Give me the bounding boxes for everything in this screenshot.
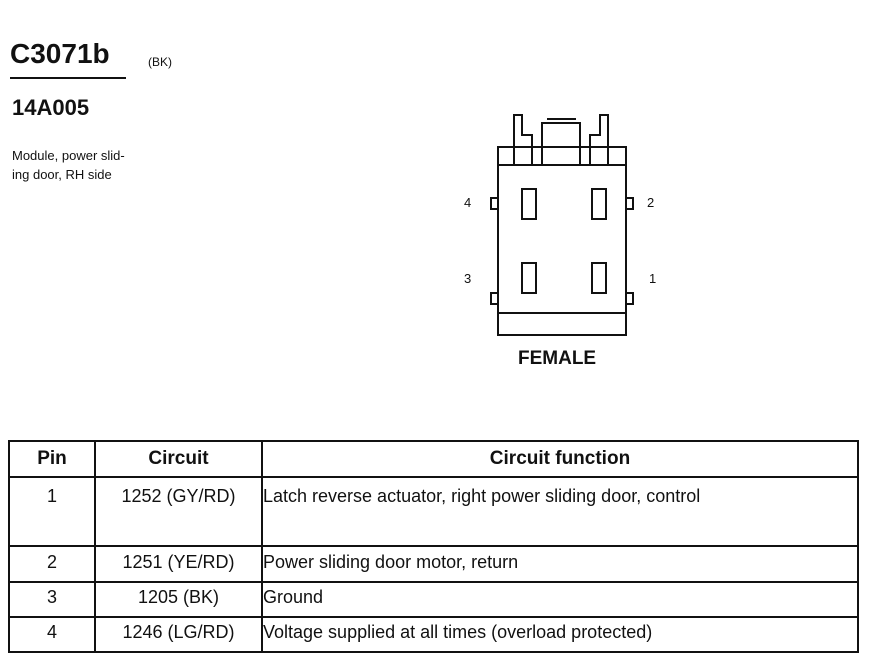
header-circuit: Circuit [95, 441, 262, 477]
connector-id: C3071b [10, 38, 110, 69]
view-label: FEMALE [518, 348, 597, 369]
header-pin: Pin [9, 441, 95, 477]
cell-circuit-function: Power sliding door motor, return [262, 546, 858, 582]
cell-pin: 1 [9, 477, 95, 546]
connector-color-code: (BK) [148, 55, 172, 69]
cavity-pin-1 [592, 263, 606, 293]
side-key-right-bottom [626, 293, 633, 304]
cavity-pin-4 [522, 189, 536, 219]
left-latch-arm [514, 115, 532, 165]
part-number: 14A005 [12, 95, 90, 120]
cell-circuit-function: Latch reverse actuator, right power sliding door, control [262, 477, 858, 546]
cell-pin: 2 [9, 546, 95, 582]
table-row [9, 617, 858, 652]
cell-circuit: 1205 (BK) [95, 582, 262, 617]
table-row [9, 546, 858, 582]
table-header-row [9, 441, 858, 477]
connector-housing [491, 115, 633, 335]
locking-tab [542, 123, 580, 165]
pin-label-1: 1 [649, 271, 657, 286]
table-row [9, 582, 858, 617]
component-description [12, 146, 125, 184]
pin-label-4: 4 [464, 195, 472, 210]
pin-label-2: 2 [647, 195, 655, 210]
connector-face-diagram [450, 105, 680, 345]
cavity-pin-2 [592, 189, 606, 219]
cell-circuit: 1251 (YE/RD) [95, 546, 262, 582]
table-row [9, 477, 858, 546]
cell-pin: 3 [9, 582, 95, 617]
pinout-table [8, 440, 859, 653]
header-circuit-function: Circuit function [262, 441, 858, 477]
cell-circuit-function: Voltage supplied at all times (overload protected) [262, 617, 858, 652]
housing-outline [498, 147, 626, 335]
pin-label-3: 3 [464, 271, 472, 286]
cell-circuit: 1252 (GY/RD) [95, 477, 262, 546]
side-key-left-bottom [491, 293, 498, 304]
right-latch-arm [590, 115, 608, 165]
cell-circuit: 1246 (LG/RD) [95, 617, 262, 652]
cell-pin: 4 [9, 617, 95, 652]
connector-id-underline [10, 77, 126, 79]
cell-circuit-function: Ground [262, 582, 858, 617]
side-key-left-top [491, 198, 498, 209]
cavity-pin-3 [522, 263, 536, 293]
description-line-2: ing door, RH side [12, 167, 112, 182]
description-line-1: Module, power slid- [12, 148, 125, 163]
side-key-right-top [626, 198, 633, 209]
